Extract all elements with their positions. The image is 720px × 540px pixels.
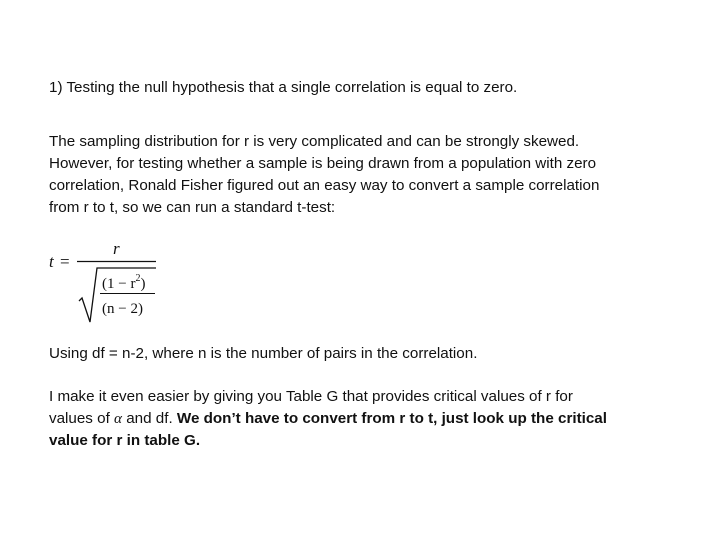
- paragraph-line: I make it even easier by giving you Table G that provides critical values of r for: [49, 388, 573, 405]
- paragraph-sampling-distribution: [49, 131, 689, 219]
- paragraph-line: value for r in table G.: [49, 432, 201, 449]
- inner-denominator: (n − 2): [102, 301, 143, 317]
- paragraph-line: values of α and df. We don’t have to convert from r to t, just look up the critical: [49, 410, 607, 427]
- inner-numerator: $(1 - r^2)$: [102, 273, 146, 292]
- alpha-symbol: α: [114, 410, 122, 427]
- paragraph-line: from r to t, so we can run a standard t-test:: [49, 199, 336, 216]
- formula-equals: =: [60, 252, 70, 271]
- paragraph-line: However, for testing whether a sample is being drawn from a population with zero: [49, 155, 597, 172]
- formula-lhs: t: [49, 252, 54, 271]
- heading: 1) Testing the null hypothesis that a single correlation is equal to zero.: [49, 79, 518, 96]
- formula-graphic: [44, 236, 174, 326]
- paragraph-table-g: [49, 386, 689, 452]
- paragraph-line: correlation, Ronald Fisher figured out an easy way to convert a sample correlation: [49, 177, 600, 194]
- t-statistic-formula: [44, 236, 174, 326]
- paragraph-degrees-of-freedom: Using df = n-2, where n is the number of pairs in the correlation.: [49, 345, 478, 362]
- paragraph-line: The sampling distribution for r is very complicated and can be strongly skewed.: [49, 133, 580, 150]
- formula-numerator: r: [113, 239, 120, 258]
